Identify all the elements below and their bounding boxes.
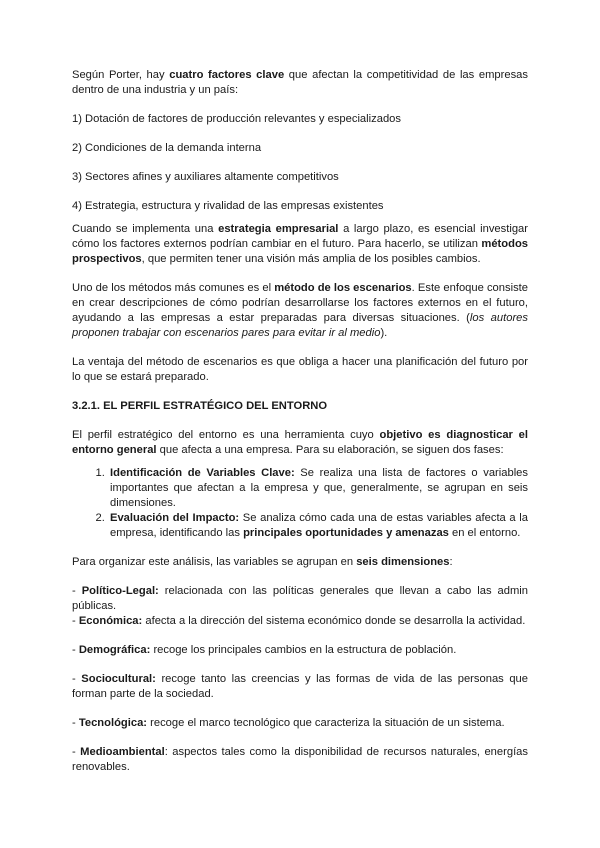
factor-item: 4) Estrategia, estructura y rivalidad de las empresas existentes	[72, 200, 384, 212]
bold-text: cuatro factores clave	[169, 69, 285, 81]
document-page	[72, 68, 528, 789]
text: Para organizar este análisis, las variables se agrupan en	[72, 556, 357, 568]
phases-list	[72, 466, 528, 541]
text: recoge el marco tecnológico que caracteriza la situación de un sistema.	[147, 717, 505, 729]
bold-text: métodos prospectivos	[72, 238, 528, 265]
phase-item	[108, 466, 528, 511]
text: afecta a la dirección del sistema económico donde se desarrolla la actividad.	[142, 615, 526, 627]
text: en el entorno.	[448, 527, 521, 539]
factor-item: 3) Sectores afines y auxiliares altamente competitivos	[72, 171, 339, 183]
text: -	[72, 717, 79, 729]
bold-text: método de los escenarios	[274, 282, 412, 294]
dimension-item	[72, 643, 528, 658]
bold-text: Demográfica:	[78, 644, 151, 656]
dimension-item	[72, 745, 528, 775]
text: ).	[380, 327, 388, 339]
factors-list	[72, 112, 528, 214]
text: a largo plazo, es esencial investigar cómo los factores externos podrían cambiar en el futuro. Para hacerlo, se utilizan	[72, 223, 528, 250]
text: -	[72, 746, 81, 758]
text: que afecta a una empresa. Para su elaboración, se siguen dos fases:	[156, 444, 504, 456]
bold-text: Económica:	[78, 615, 143, 627]
intro-paragraph	[72, 68, 528, 98]
dimension-item	[72, 672, 528, 702]
scenarios-paragraph	[72, 281, 528, 341]
bold-text: Político-Legal:	[81, 585, 159, 597]
text: : aspectos tales como la disponibilidad de recursos naturales, energías renovables.	[72, 746, 528, 773]
italic-text: los autores proponen trabajar con escenarios pares para evitar ir al medio	[72, 312, 528, 339]
bold-text: Sociocultural:	[81, 673, 156, 685]
profile-paragraph	[72, 428, 528, 458]
dimension-item	[72, 584, 528, 614]
text: Cuando se implementa una	[72, 223, 219, 235]
bold-text: seis dimensiones	[356, 556, 450, 568]
factor-item: 1) Dotación de factores de producción relevantes y especializados	[72, 113, 401, 125]
factor-item: 2) Condiciones de la demanda interna	[72, 142, 262, 154]
strategy-paragraph	[72, 222, 528, 267]
phase-item	[108, 511, 528, 541]
text: -	[72, 585, 82, 597]
bold-text: objetivo es diagnosticar el entorno general	[72, 429, 528, 456]
text: Se realiza una lista de factores o variables importantes que afectan a la empresa y que, generalmente, se agrupan en seis dimensiones.	[110, 467, 528, 509]
bold-text: Evaluación del Impacto:	[110, 512, 240, 524]
bold-text: Identificación de Variables Clave:	[110, 467, 295, 479]
text: -	[72, 673, 82, 685]
dimension-item	[72, 614, 528, 629]
bold-text: principales oportunidades y amenazas	[243, 527, 449, 539]
text: :	[449, 556, 453, 568]
text: -	[72, 615, 79, 627]
text: que afectan la competitividad de las empresas dentro de una industria y un país:	[72, 69, 528, 96]
text: , que permiten tener una visión más amplia de los posibles cambios.	[141, 253, 481, 265]
text: El perfil estratégico del entorno es una herramienta cuyo	[72, 429, 380, 441]
section-heading: 3.2.1. EL PERFIL ESTRATÉGICO DEL ENTORNO	[72, 400, 328, 412]
bold-text: estrategia empresarial	[218, 223, 339, 235]
advantage-paragraph: La ventaja del método de escenarios es que obliga a hacer una planificación del futuro por lo que se estará preparado.	[72, 356, 528, 383]
text: relacionada con las políticas generales que llevan a cabo las admin públicas.	[72, 585, 528, 612]
text: Según Porter, hay	[72, 69, 170, 81]
dimensions-list	[72, 584, 528, 775]
bold-text: Medioambiental	[80, 746, 165, 758]
text: recoge tanto las creencias y las formas de vida de las personas que forman parte de la sociedad.	[72, 673, 528, 700]
dimension-item	[72, 716, 528, 731]
bold-text: Tecnológica:	[78, 717, 148, 729]
text: . Este enfoque consiste en crear descripciones de cómo podrían desarrollarse los factores externos en el futuro, ayudando a las empresas a estar preparadas para diversas situaciones. (	[72, 282, 528, 324]
text: -	[72, 644, 79, 656]
text: Uno de los métodos más comunes es el	[72, 282, 275, 294]
organize-paragraph	[72, 555, 528, 570]
text: Se analiza cómo cada una de estas variables afecta a la empresa, identificando las	[110, 512, 528, 539]
text: recoge los principales cambios en la estructura de población.	[150, 644, 457, 656]
